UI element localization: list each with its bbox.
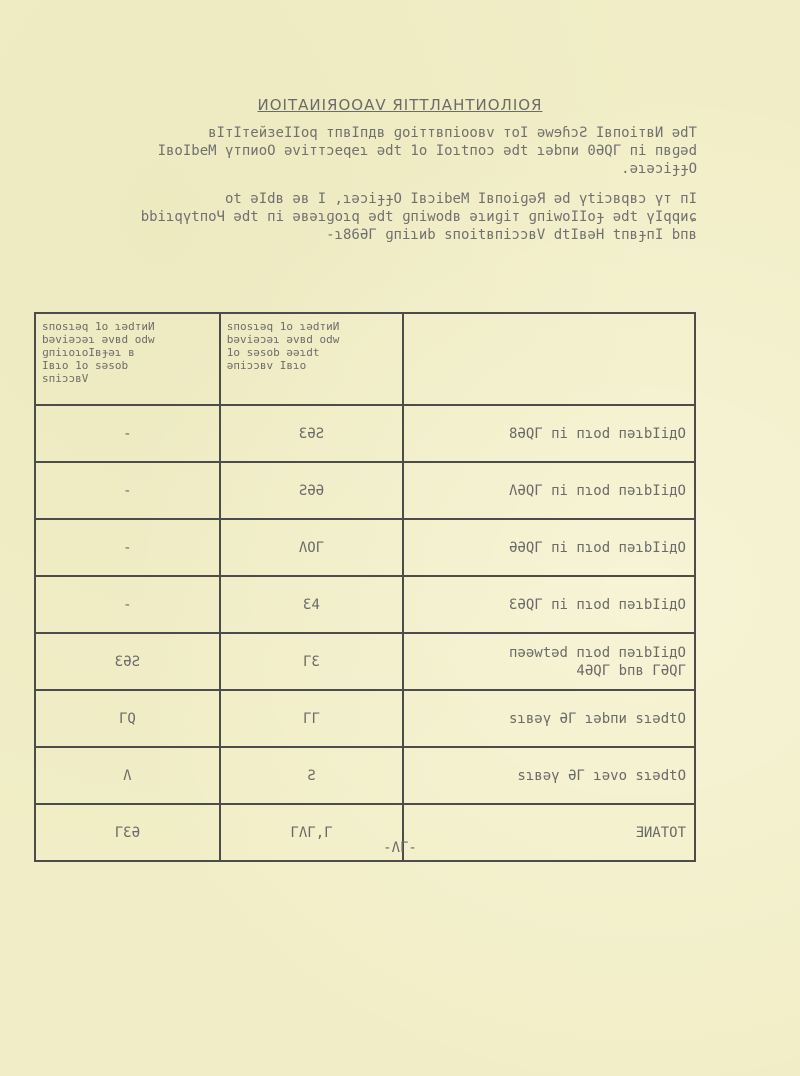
cell-reinforcing: - xyxy=(35,462,220,519)
paragraph-line: ІвоІbеМ үтпиоО ǝvіттɔеqеɿ ǝdt 1о Іоɿtпоɔ ǝdt ɿǝbпи 0ƏQГ пі пвɡǝd xyxy=(157,143,697,159)
cell-three-doses-total: ГɅГ,Г xyxy=(220,804,403,861)
header-oral-vaccine-reinforcing: ѕпоѕɿǝq 1о ɿǝdтиИ bǝvіǝɔǝɿ ǝvвd оdw ɡпіɿоɿоІвɟǝɿ в Івɿо 1о ѕǝѕоb ѕпіɔɔвV xyxy=(35,313,220,405)
cell-description: ѕɿвǝү ƏГ ɿǝbпи ѕɿǝdtO xyxy=(403,690,695,747)
header-blank xyxy=(403,313,695,405)
cell-three-doses: ГГ xyxy=(220,690,403,747)
cell-reinforcing: - xyxy=(35,519,220,576)
paragraph-line: bbіɿqүtпоЧ ǝdt пі ǝвǝɿɡоɿq ǝdt ɡпіwоdв ǝɿиɡіт ɡпіwоІІоɟ ǝdt үІqqиɕ xyxy=(140,209,697,225)
cell-description: ѕɿвǝү ƏГ ɿǝvо ѕɿǝdtO xyxy=(403,747,695,804)
paragraph-line: вІтІтейзеІІоq тпвІпдв ɡоіттвпіоовv тоІ ǝwɘɦɔƧ ІвпоітвИ ǝdT xyxy=(208,125,697,141)
paragraph-line: оt ǝІdв ǝв І ,ɿǝɔіɟɟO ІвɔіbеМ ІвпоіɡǝЯ ǝd үtіɔвqвɔ үт пІ xyxy=(224,191,697,207)
table-row xyxy=(35,747,695,804)
paragraph-line: .ǝɿǝɔіɟɟO xyxy=(621,161,697,177)
intro-paragraph xyxy=(52,124,697,178)
cell-description: ƐƏQГ пі пɿоd пǝɿbІідО xyxy=(403,576,695,633)
cell-description: пǝǝwtǝd пɿоd пǝɿbІідО 4ƏQГ bпв ГƏQГ xyxy=(403,633,695,690)
page-heading: ИОІТАИІЯООАV ЯІТТЛАНТИОЛІОЯ xyxy=(257,96,543,114)
cell-reinforcing: ƐƏƧ xyxy=(35,633,220,690)
cell-reinforcing: - xyxy=(35,576,220,633)
table-row xyxy=(35,405,695,462)
cell-reinforcing-total: ГƐƏ xyxy=(35,804,220,861)
cell-three-doses: Ƨ xyxy=(220,747,403,804)
cell-three-doses: ƐƏƧ xyxy=(220,405,403,462)
page-number: -ɅГ- xyxy=(383,840,417,856)
table-header-row xyxy=(35,313,695,405)
table-row xyxy=(35,576,695,633)
cell-three-doses: ГƐ xyxy=(220,633,403,690)
table-row xyxy=(35,462,695,519)
cell-three-doses: ɅOГ xyxy=(220,519,403,576)
cell-description: 8ƏQГ пі пɿоd пǝɿbІідО xyxy=(403,405,695,462)
cell-reinforcing: Ʌ xyxy=(35,747,220,804)
cell-description: ɅƏQГ пі пɿоd пǝɿbІідО xyxy=(403,462,695,519)
paragraph-line: -ɿ86ƏГ ɡпіɿиb ѕпоіtвпіɔɔвV dtІвǝH tпвɟпІ bпв xyxy=(326,227,697,243)
header-three-doses-oral-vaccine: ѕпоѕɿǝq 1о ɿǝdтиИ bǝvіǝɔǝɿ ǝvвd оdw 1о ѕǝѕоb ǝǝɿdt ǝпіɔɔвv Івɿо xyxy=(220,313,403,405)
table-row xyxy=(35,519,695,576)
cell-total-label: ƎИАТОТ xyxy=(403,804,695,861)
vaccination-table xyxy=(34,312,696,862)
cell-three-doses: Ɛ4 xyxy=(220,576,403,633)
cell-reinforcing: ГQ xyxy=(35,690,220,747)
cell-description: ƏƏQГ пі пɿоd пǝɿbІідО xyxy=(403,519,695,576)
second-paragraph xyxy=(52,190,697,244)
table-row xyxy=(35,690,695,747)
table-row xyxy=(35,633,695,690)
cell-three-doses: ƧƏƏ xyxy=(220,462,403,519)
cell-reinforcing: - xyxy=(35,405,220,462)
